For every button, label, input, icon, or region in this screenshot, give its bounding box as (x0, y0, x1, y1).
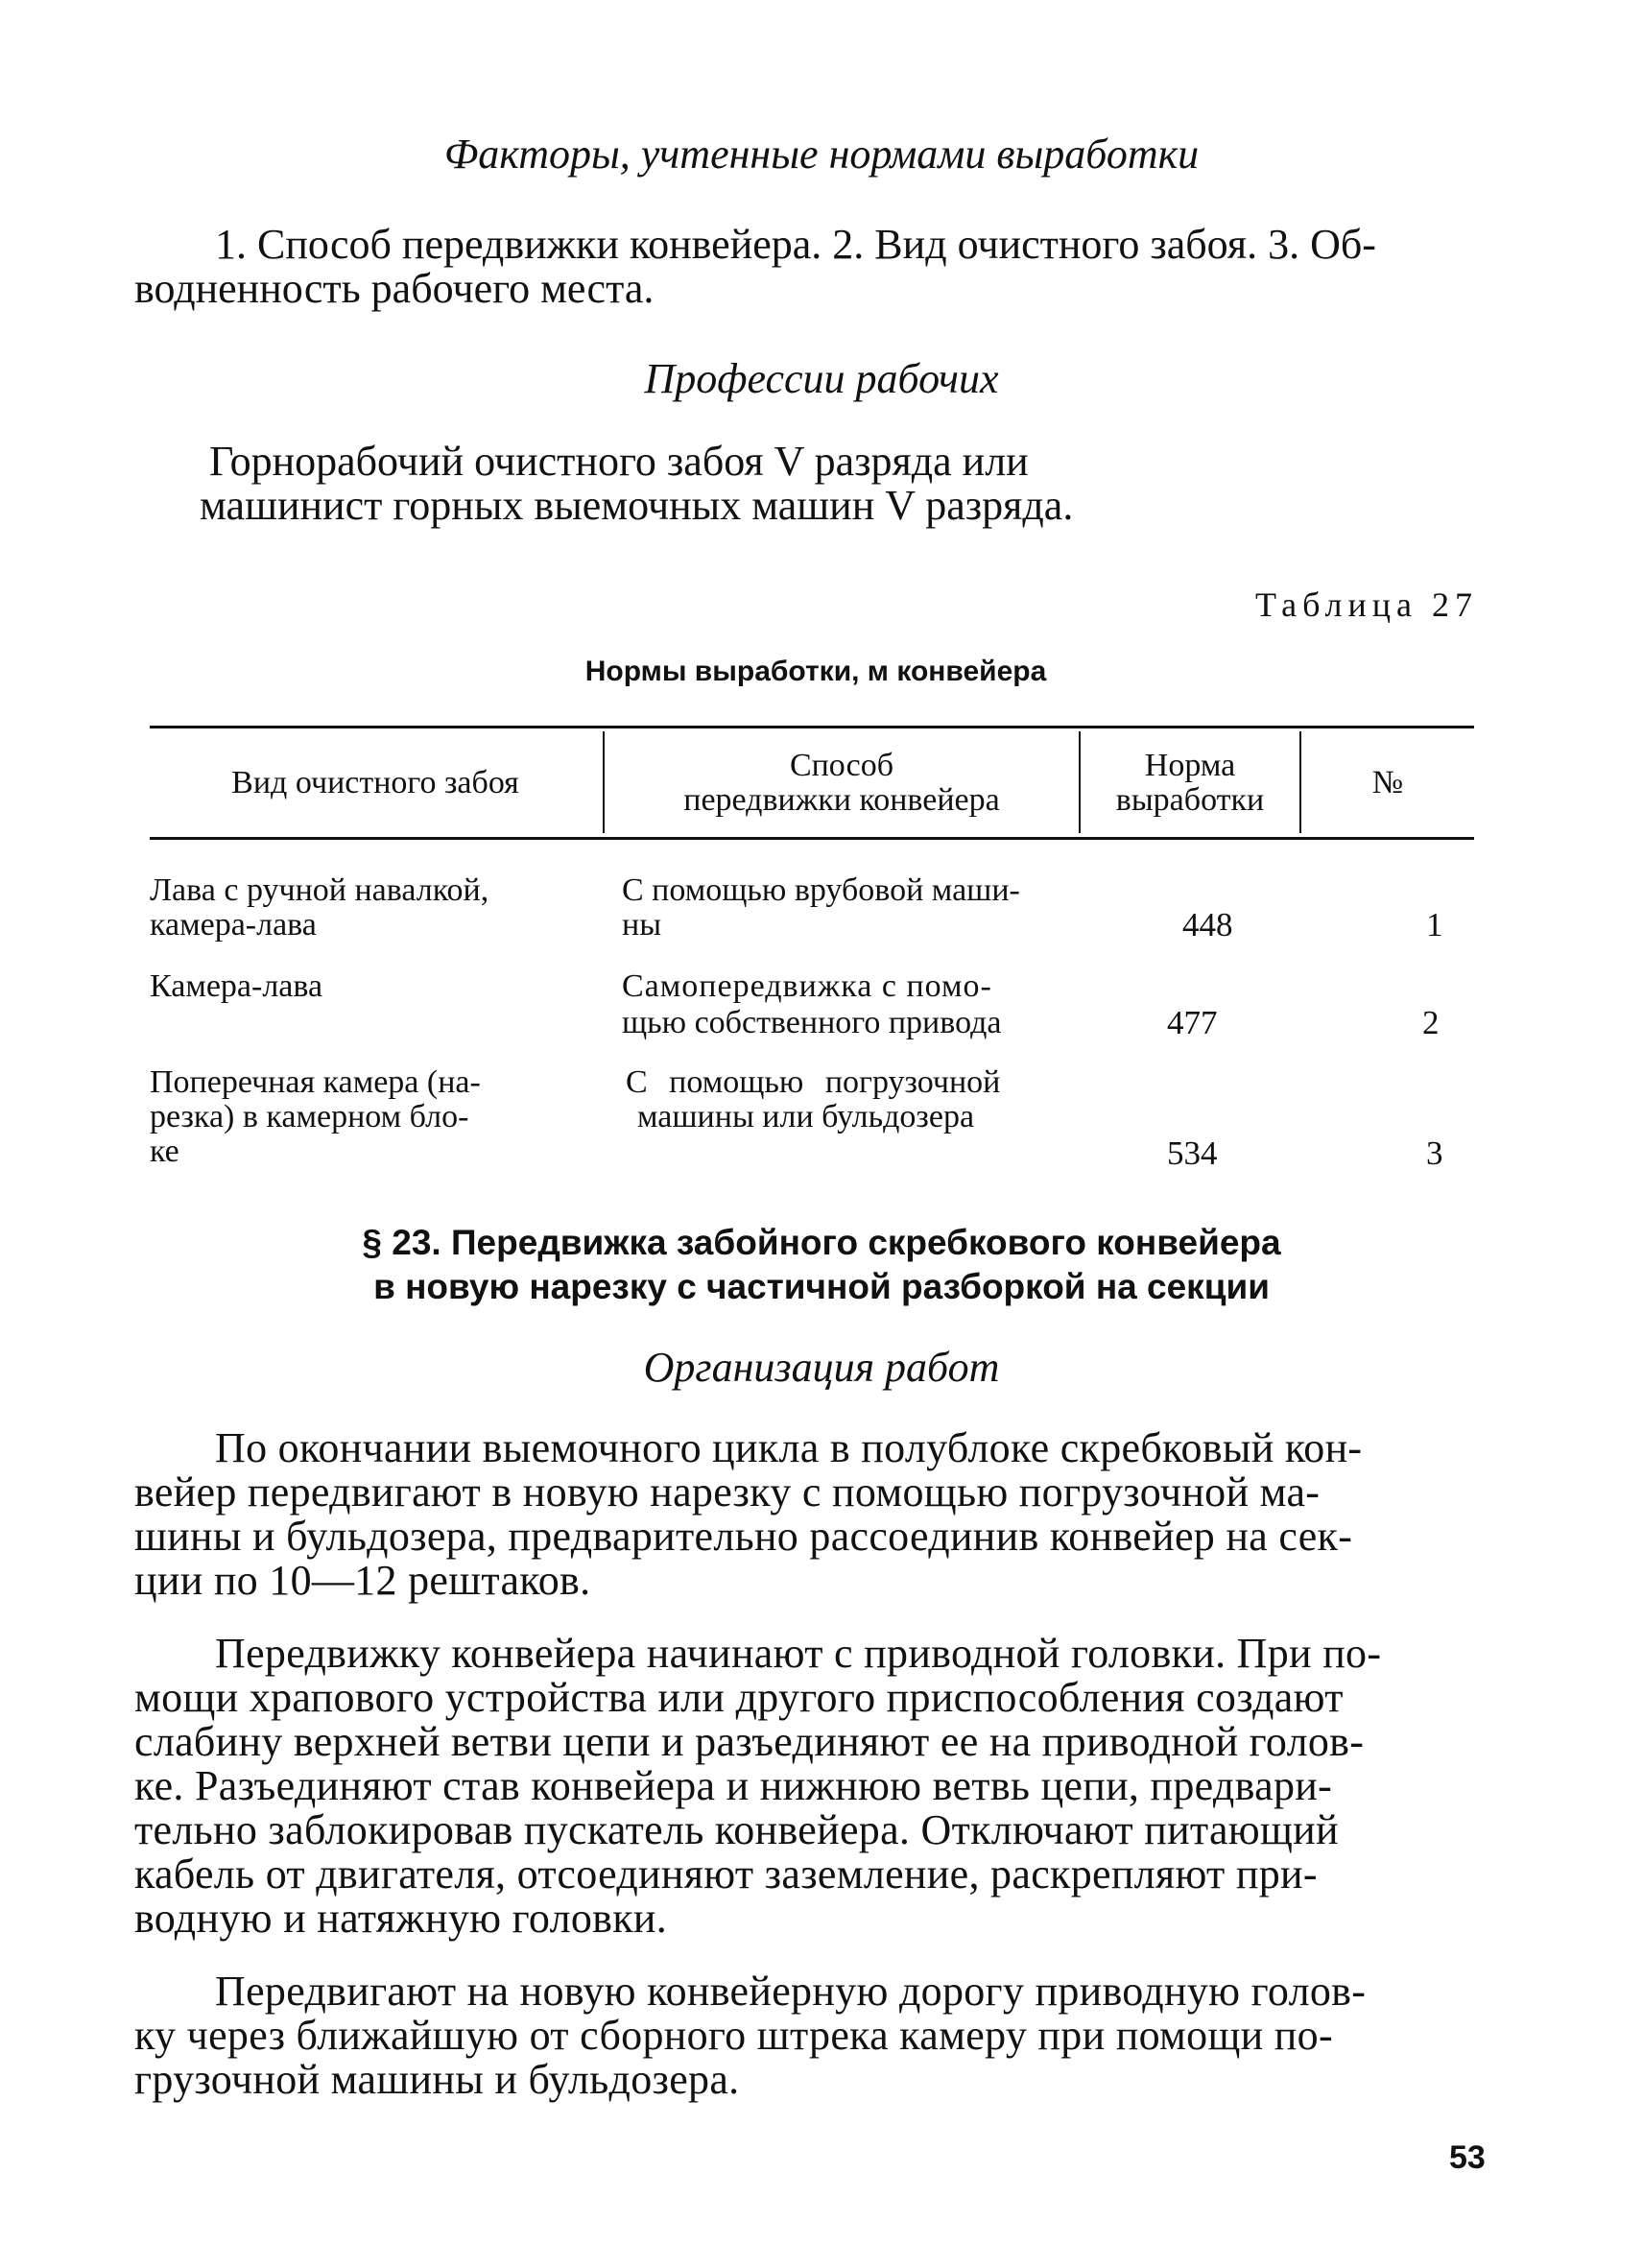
factors-line-1: 1. Способ передвижки конвейера. 2. Вид очистного забоя. 3. Об- (215, 221, 1376, 268)
table-row-3-face-line-1: Поперечная камера (на- (150, 1064, 481, 1100)
table-row-1-face-line-2: камера-лава (150, 907, 317, 943)
paragraph-3-line-1: Передвигают на новую конвейерную дорогу приводную голов- (215, 1968, 1367, 2015)
table-row-1-method-line-1: С помощью врубовой маши- (622, 872, 1020, 908)
paragraph-1-line-2: вейер передвигают в новую нарезку с помощью погрузочной ма- (134, 1468, 1321, 1516)
table-row-3-face-line-3: ке (150, 1134, 179, 1169)
factors-heading: Факторы, учтенные нормами выработки (443, 131, 1200, 178)
table-row-1-face-line-1: Лава с ручной навалкой, (150, 872, 489, 908)
table-row-2-face-line-1: Камера-лава (150, 968, 323, 1004)
table-row-3-face-line-2: резка) в камерном бло- (150, 1099, 469, 1134)
section-heading-line-2: в новую нарезку с частичной разборкой на секции (373, 1267, 1270, 1306)
table-label: Таблица 27 (1255, 585, 1478, 624)
paragraph-2-line-4: ке. Разъединяют став конвейера и нижнюю ветвь цепи, предвари- (134, 1762, 1333, 1809)
paragraph-3-line-3: грузочной машины и бульдозера. (134, 2056, 740, 2103)
table-title: Нормы выработки, м конвейера (584, 656, 1047, 687)
paragraph-2-line-2: мощи храпового устройства или другого приспособления создают (134, 1674, 1344, 1721)
paragraph-3-line-2: ку через ближайшую от сборного штрека камеру при помощи по- (134, 2012, 1333, 2059)
table-header-norm-line-1: Норма (1144, 748, 1236, 783)
table-header-face-type: Вид очистного забоя (231, 765, 519, 800)
table-row-3-method-line-2: машины или бульдозера (637, 1099, 975, 1134)
factors-line-2: водненность рабочего места. (134, 265, 655, 312)
table-row-1-number: 1 (1426, 906, 1443, 943)
page-number: 53 (1449, 2139, 1486, 2176)
table-row-1-method-line-2: ны (622, 907, 662, 943)
table-row-2-norm: 477 (1167, 1004, 1218, 1041)
table-top-rule (150, 726, 1474, 728)
table-row-3-method-line-1: С помощью погрузочной (626, 1064, 1001, 1100)
paragraph-1-line-4: ции по 10—12 рештаков. (134, 1557, 591, 1604)
table-header-number: № (1371, 765, 1404, 800)
paragraph-2-line-1: Передвижку конвейера начинают с приводной головки. При по- (215, 1630, 1382, 1677)
paragraph-2-line-3: слабину верхней ветви цепи и разъединяют ее на приводной голов- (134, 1718, 1365, 1765)
section-heading-line-1: § 23. Передвижка забойного скребкового конвейера (362, 1223, 1281, 1262)
table-header-method-line-1: Способ (789, 748, 894, 783)
paragraph-1-line-1: По окончании выемочного цикла в полублоке скребковый кон- (215, 1424, 1363, 1471)
professions-line-1: Горнорабочий очистного забоя V разряда или (209, 438, 1029, 485)
table-row-2-method-line-2: щью собственного привода (622, 1005, 1002, 1040)
table-header-rule (150, 837, 1474, 840)
table-row-2-method-line-1: Самопередвижка с помо- (622, 968, 992, 1004)
paragraph-1-line-3: шины и бульдозера, предварительно рассоединив конвейер на сек- (134, 1513, 1353, 1560)
professions-heading: Профессии рабочих (644, 355, 999, 402)
table-header-method-line-2: передвижки конвейера (683, 782, 1000, 818)
table-row-1-norm: 448 (1182, 906, 1233, 943)
paragraph-2-line-7: водную и натяжную головки. (134, 1895, 668, 1942)
professions-line-2: машинист горных выемочных машин V разряда. (200, 482, 1074, 529)
paragraph-2-line-6: кабель от двигателя, отсоединяют заземление, раскрепляют при- (134, 1850, 1318, 1898)
table-row-3-norm: 534 (1167, 1134, 1218, 1172)
table-row-2-number: 2 (1422, 1004, 1440, 1041)
paragraph-2-line-5: тельно заблокировав пускатель конвейера. Отключают питающий (134, 1806, 1339, 1853)
table-row-3-number: 3 (1426, 1134, 1443, 1172)
section-subheading: Организация работ (643, 1344, 1000, 1391)
table-header-norm-line-2: выработки (1115, 782, 1265, 818)
